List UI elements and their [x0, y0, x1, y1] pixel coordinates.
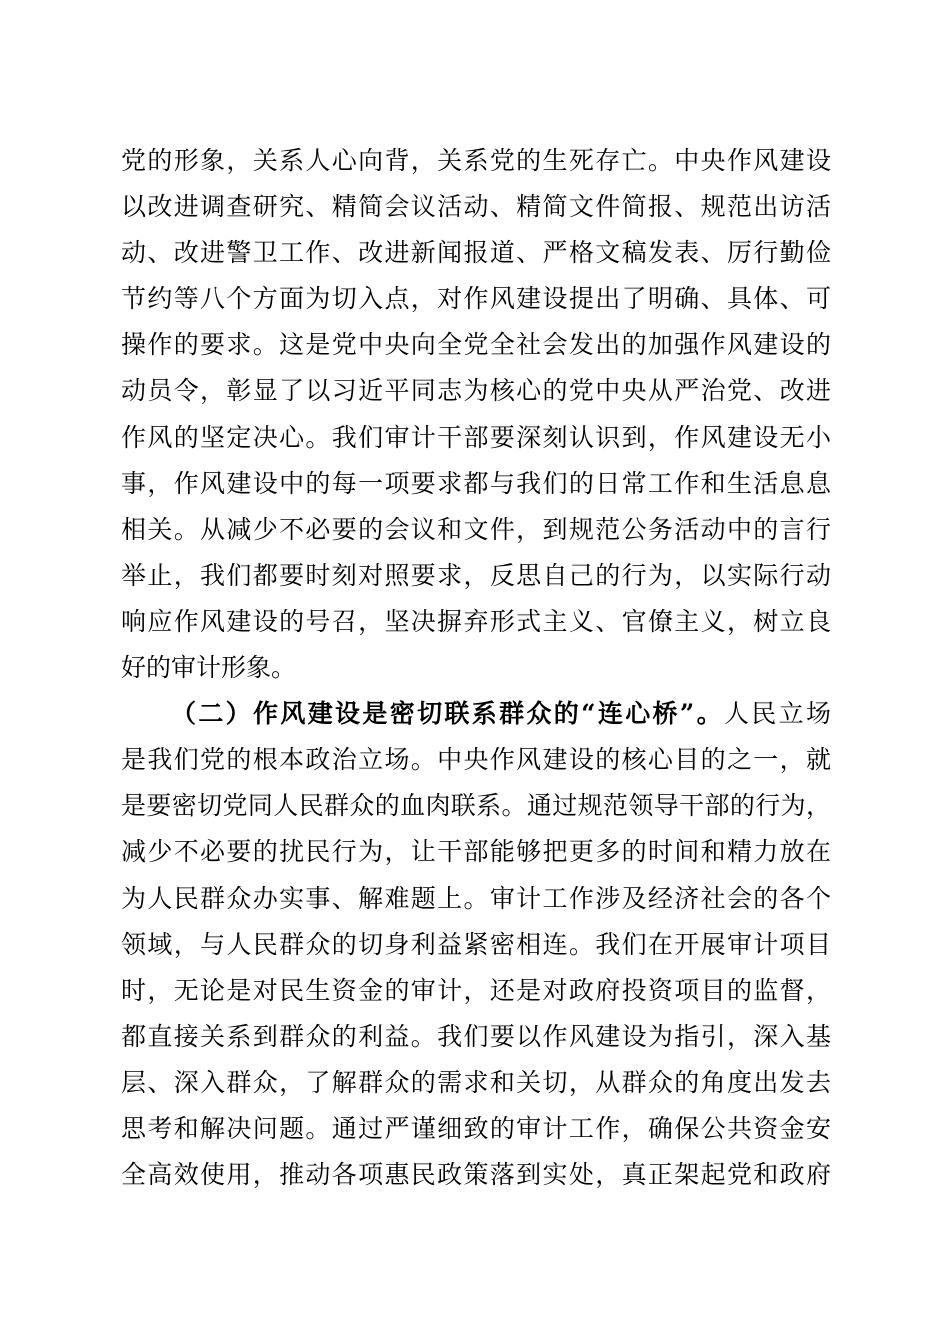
text-line: 动员令，彰显了以习近平同志为核心的党中央从严治党、改进	[121, 376, 831, 406]
section-heading: （二）作风建设是密切联系群众的“连心桥”。	[171, 699, 724, 729]
heading-line-text: 人民立场	[723, 699, 831, 729]
text-line: 思考和解决问题。通过严谨细致的审计工作，确保公共资金安	[121, 1113, 831, 1143]
text-line: 层、深入群众，了解群众的需求和关切，从群众的角度出发去	[121, 1067, 831, 1097]
text-line: 是要密切党同人民群众的血肉联系。通过规范领导干部的行为，	[121, 791, 831, 821]
text-line: 领域，与人民群众的切身利益紧密相连。我们在开展审计项目	[121, 929, 831, 959]
text-line: 响应作风建设的号召，坚决摒弃形式主义、官僚主义，树立良	[121, 606, 831, 636]
text-line: 党的形象，关系人心向背，关系党的生死存亡。中央作风建设	[121, 146, 831, 175]
text-line: 举止，我们都要时刻对照要求，反思自己的行为，以实际行动	[121, 560, 831, 590]
text-line: 减少不必要的扰民行为，让干部能够把更多的时间和精力放在	[121, 837, 831, 867]
text-line: 全高效使用，推动各项惠民政策落到实处，真正架起党和政府	[121, 1160, 831, 1190]
paragraph-1	[121, 138, 831, 691]
text-line: 相关。从减少不必要的会议和文件，到规范公务活动中的言行	[121, 514, 831, 544]
text-line: 都直接关系到群众的利益。我们要以作风建设为指引，深入基	[121, 1021, 831, 1051]
text-line: 事，作风建设中的每一项要求都与我们的日常工作和生活息息	[121, 468, 831, 498]
body-text	[121, 138, 831, 1198]
text-line: 为人民群众办实事、解难题上。审计工作涉及经济社会的各个	[121, 883, 831, 913]
section-heading-line	[121, 691, 831, 737]
text-line: 好的审计形象。	[121, 653, 297, 683]
text-line: 时，无论是对民生资金的审计，还是对政府投资项目的监督，	[121, 975, 831, 1005]
text-line: 以改进调查研究、精简会议活动、精简文件简报、规范出访活	[121, 192, 831, 222]
text-line: 节约等八个方面为切入点，对作风建设提出了明确、具体、可	[121, 284, 831, 314]
paragraph-2	[121, 691, 831, 1198]
text-line: 操作的要求。这是党中央向全党全社会发出的加强作风建设的	[121, 330, 831, 360]
text-line: 作风的坚定决心。我们审计干部要深刻认识到，作风建设无小	[121, 422, 831, 452]
text-line: 是我们党的根本政治立场。中央作风建设的核心目的之一，就	[121, 745, 831, 775]
text-line: 动、改进警卫工作、改进新闻报道、严格文稿发表、厉行勤俭	[121, 238, 831, 268]
